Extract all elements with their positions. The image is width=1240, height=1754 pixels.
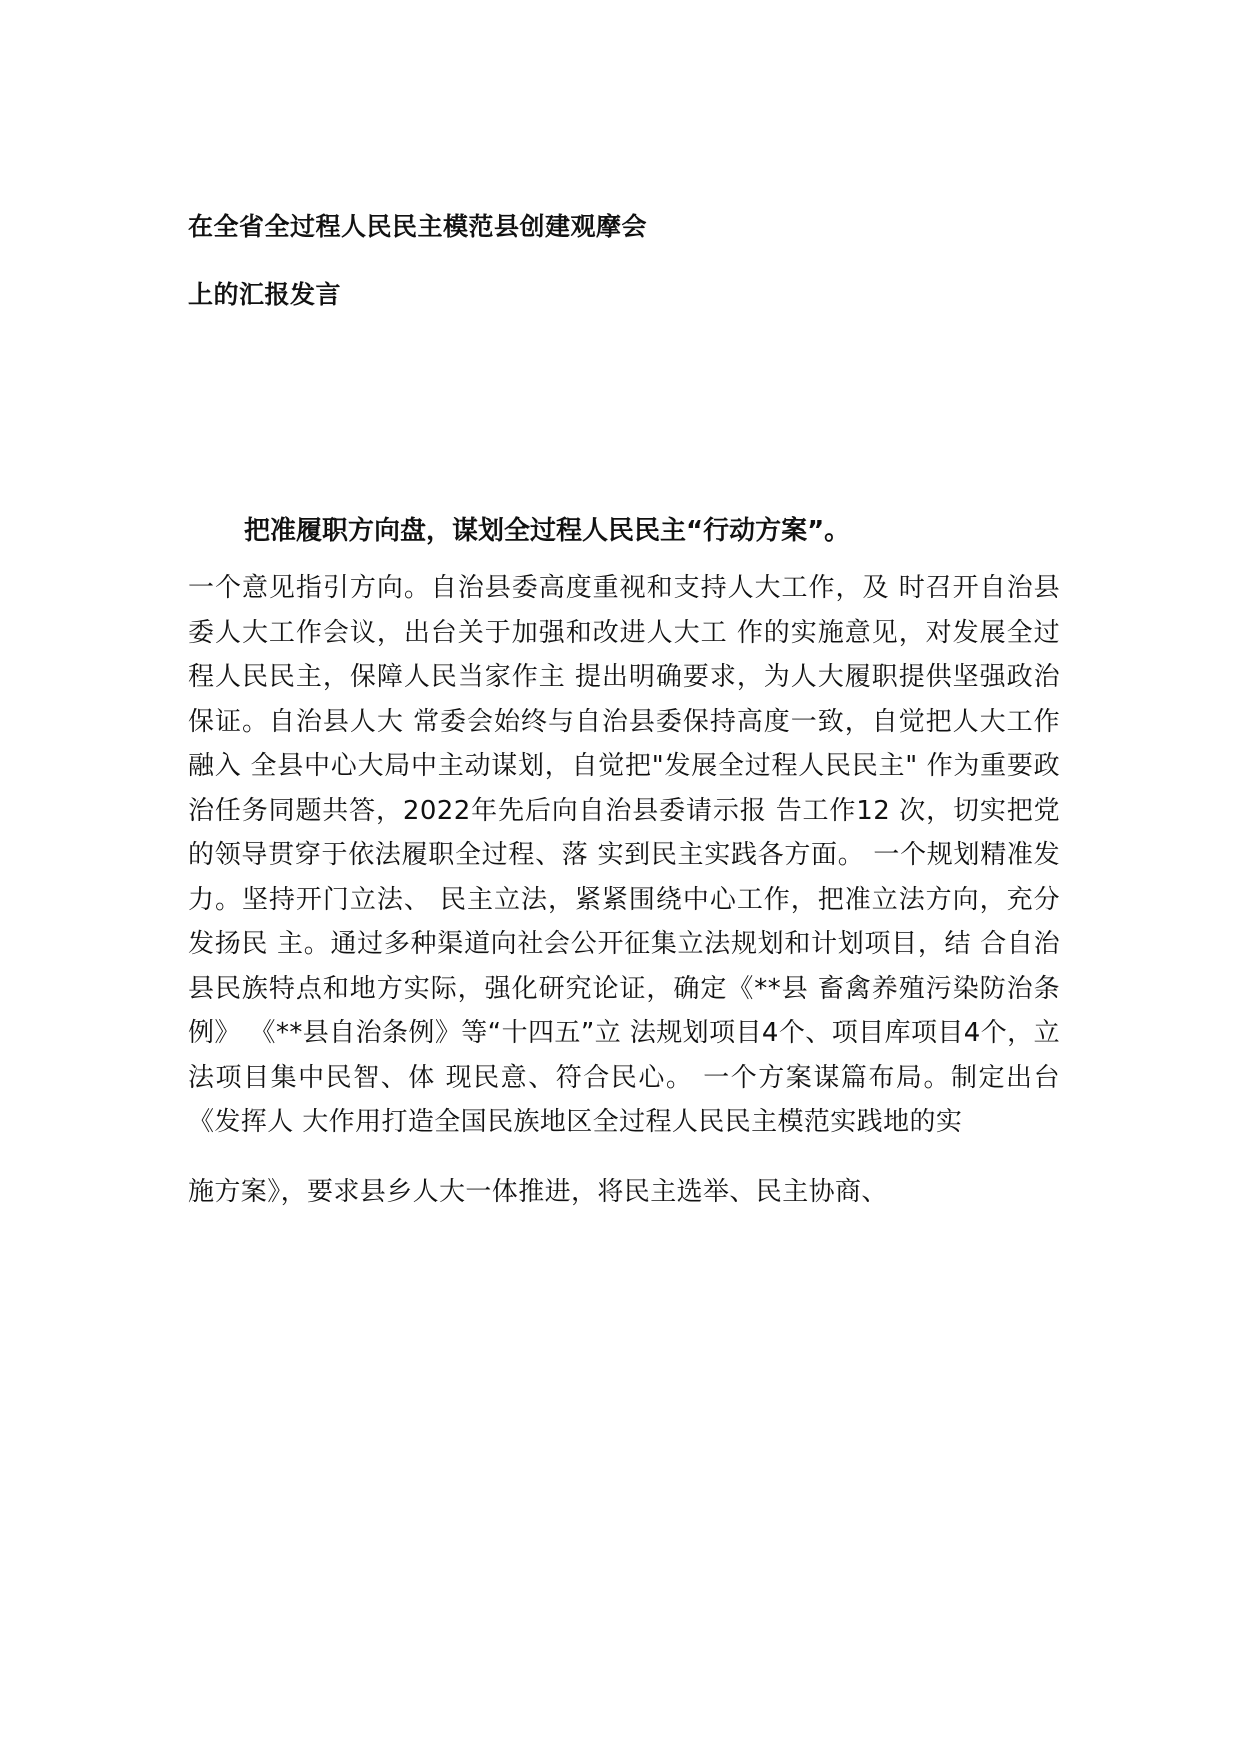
document-title-line-2: 上的汇报发言 — [188, 280, 342, 309]
body-paragraph-continued: 施方案》，要求县乡人大一体推进，将民主选举、民主协商、 — [188, 1177, 888, 1207]
document-title-line-1: 在全省全过程人民民主模范县创建观摩会 — [188, 212, 648, 241]
body-paragraph: 一个意见指引方向。自治县委高度重视和支持人大工作，及 时召开自治县委人大工作会议，出台关于加强和改进人大工 作的实施意见，对发展全过程人民民主，保障人民当家作主 提出明确要求，为人大履职提供坚强政治保证。自治县人大 常委会始终与自治县委保持高度一致，自觉把人大工作融入 全县中心大局中主动谋划，自觉把"发展全过程人民民主" 作为重要政治任务同题共答，2022年先后向自治县委请示报 告工作12 次，切实把党的领导贯穿于依法履职全过程、落 实到民主实践各方面。 一个规划精准发力。坚持开门立法、 民主立法，紧紧围绕中心工作，把准立法方向，充分发扬民 主。通过多种渠道向社会公开征集立法规划和计划项目，结 合自治县民族特点和地方实际，强化研究论证，确定《**县 畜禽养殖污染防治条例》 《**县自治条例》等“十四五”立 法规划项目4个、项目库项目4个，立法项目集中民智、体 现民意、符合民心。 一个方案谋篇布局。制定出台《发挥人 大作用打造全国民族地区全过程人民民主模范实践地的实 — [188, 573, 1060, 1137]
section-heading: 把准履职方向盘，谋划全过程人民民主“行动方案”。 — [244, 516, 851, 546]
